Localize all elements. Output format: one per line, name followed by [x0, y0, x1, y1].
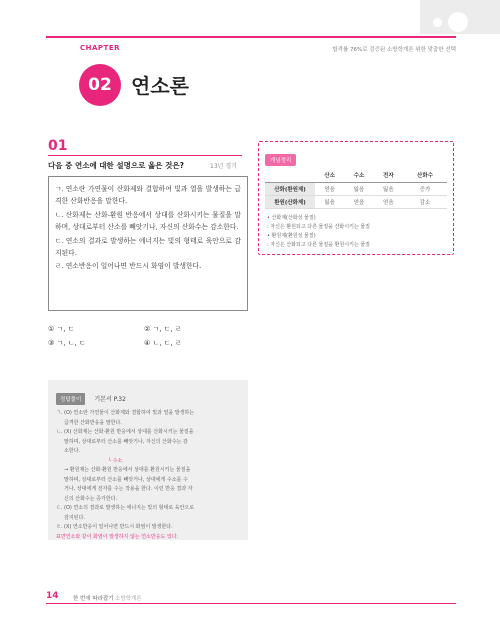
answer-line: ㄱ. (O) 연소란 가연물이 산화제와 결합하여 빛과 열을 발생하는 — [56, 410, 195, 416]
corner-dot — [448, 12, 468, 32]
table-cell: 얻음 — [315, 182, 344, 195]
table-header-cell — [265, 169, 315, 182]
footer-rule — [46, 603, 456, 604]
chapter-label: CHAPTER — [80, 44, 120, 52]
table-cell: 감소 — [403, 195, 447, 208]
answer-line: 급격한 산화반응을 말한다. — [64, 419, 122, 426]
corner-dot — [433, 18, 442, 27]
choice-text: ㄱ, ㄷ — [56, 325, 75, 333]
statement-text: 연소란 가연물이 산화제와 결합하여 빛과 열을 발생하는 급격한 산화반응을 말한다. — [55, 185, 241, 206]
redox-table — [265, 169, 447, 209]
row-label: 산화(환원제) — [265, 182, 315, 195]
answer-line: 말하며, 상대로부터 산소를 빼앗기나, 자신의 산화수는 감 — [64, 438, 188, 445]
answer-line: 신의 산화수는 증가한다. — [64, 495, 118, 502]
chapter-title: 연소론 — [131, 74, 189, 98]
answer-lines — [56, 409, 240, 542]
choice-number: ① — [48, 325, 55, 333]
table-cell: 얻음 — [344, 195, 373, 208]
table-header-cell: 산화수 — [403, 169, 447, 182]
chapter-number-badge: 02 — [79, 64, 121, 106]
table-header-row — [265, 169, 447, 182]
question-rule — [48, 155, 242, 156]
table-cell: 증가 — [403, 182, 447, 195]
answer-line: 말하며, 상대로부터 산소를 빼앗거나, 상대에게 수소를 수 — [64, 476, 188, 483]
answer-line: 소한다. — [64, 448, 81, 454]
statement-item — [55, 260, 241, 272]
answer-line: 감지된다. — [64, 514, 85, 521]
choice-text: ㄴ, ㄷ, ㄹ — [152, 339, 182, 347]
table-row — [265, 195, 447, 208]
question-year: 13년 경기 — [210, 163, 237, 170]
statement-item — [55, 209, 241, 234]
choice-4[interactable] — [144, 338, 182, 348]
table-row — [265, 182, 447, 195]
table-header-cell: 산소 — [315, 169, 344, 182]
question-number: 01 — [48, 138, 68, 154]
table-cell: 잃음 — [315, 195, 344, 208]
concept-box — [258, 141, 454, 255]
choice-2[interactable] — [144, 324, 182, 334]
statement-text: 연소반응이 일어나면 반드시 화염이 발생한다. — [65, 262, 202, 271]
table-header-cell: 수소 — [344, 169, 373, 182]
statement-item — [55, 235, 241, 260]
table-cell: 얻음 — [374, 195, 403, 208]
answer-header — [56, 386, 240, 405]
statement-text: 산화제는 산화-환원 반응에서 상대를 산화시키는 물질을 말하며, 상대로부터 산소를 빼앗기나, 자신의 산화수는 감소한다. — [55, 210, 241, 232]
choice-text: ㄱ, ㄷ, ㄹ — [152, 325, 182, 333]
choice-number: ③ — [48, 339, 55, 347]
concept-tag: 개념정리 — [265, 154, 296, 166]
definition-line: • 환원제(환원성 물질) — [267, 233, 316, 239]
answer-reference: 기본서 P.32 — [94, 396, 126, 403]
row-label: 환원(산화제) — [265, 195, 315, 208]
definition-line: • 산화제(산화성 물질) — [267, 215, 316, 221]
answer-line: ㄴ. (X) 산화제는 산화·환원 반응에서 상대를 산화시키는 물질을 — [56, 429, 194, 435]
choice-3[interactable] — [48, 338, 86, 348]
statement-marker: ㄷ. — [55, 236, 64, 245]
statement-marker: ㄴ. — [55, 210, 64, 219]
answer-line: → 환원제는 산화·환원 반응에서 상대를 환원시키는 물질을 — [64, 467, 191, 473]
answer-line: 표면연소와 같이 화염이 발생하지 않는 연소반응도 있다. — [56, 533, 179, 540]
definition-line: : 자신은 산화되고 다른 물질을 환원시키는 물질 — [267, 242, 370, 248]
answer-line: ㄹ. (X) 연소반응이 일어나면 반드시 화염이 발생한다. — [56, 524, 173, 530]
answer-line: 거나, 상대에게 전자를 수는 작용을 한다. 이런 반응 결과 자 — [64, 486, 193, 492]
answer-explanation — [48, 380, 248, 540]
statement-item — [55, 183, 241, 208]
table-cell: 잃음 — [344, 182, 373, 195]
answer-tag: 정답풀이 — [56, 393, 85, 405]
statement-marker: ㄱ. — [55, 185, 64, 193]
header-rule — [46, 36, 456, 38]
answer-line: ㄷ. (O) 연소의 결과로 발생하는 에너지는 빛의 형태로 육안으로 — [56, 505, 195, 511]
statement-box — [48, 176, 248, 311]
choice-number: ② — [144, 325, 151, 333]
table-header-cell: 전자 — [374, 169, 403, 182]
choice-number: ④ — [144, 339, 151, 347]
corner-decoration — [420, 0, 500, 34]
footer-book-title: 한 번에 따라잡기 — [73, 596, 114, 602]
question-text: 다음 중 연소에 대한 설명으로 옳은 것은? — [48, 161, 184, 170]
table-cell: 잃음 — [374, 182, 403, 195]
concept-definitions — [267, 214, 370, 250]
statement-text: 연소의 결과로 발생하는 에너지는 빛의 형태로 육안으로 감지된다. — [55, 236, 241, 258]
header-tagline: 합격률 76%로 검증된 소방학개론 위한 맞춤한 선택 — [332, 47, 456, 53]
footer-subject: 소방학개론 — [115, 596, 142, 602]
choice-1[interactable] — [48, 324, 75, 334]
statement-marker: ㄹ. — [55, 262, 64, 271]
definition-line: : 자신은 환원되고 다른 물질을 산화시키는 물질 — [267, 224, 370, 230]
choice-text: ㄱ, ㄴ, ㄷ — [56, 339, 86, 347]
page-number: 14 — [46, 591, 59, 601]
answer-line: └ 수소 — [108, 457, 123, 464]
